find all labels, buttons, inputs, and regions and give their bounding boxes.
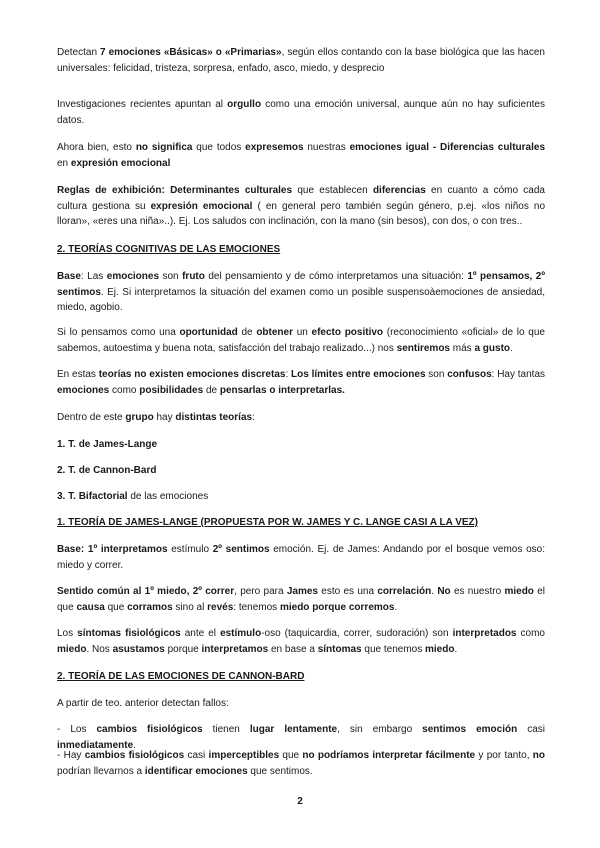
- text-run: el que: [57, 586, 546, 613]
- text-run: más: [450, 342, 475, 354]
- text-run: -oso (taquicardia, correr, sudoración) son: [261, 628, 453, 639]
- text-run: Detectan: [57, 47, 101, 58]
- bold-text: a gusto: [474, 342, 511, 354]
- bold-text: de James-Lange: [78, 439, 158, 450]
- text-run: (reconocimiento «oficial» de lo que sabemos, autoestima y buena nota, satisfacción del trabajo realizado...) nos: [57, 327, 545, 354]
- text-run: sino al: [172, 601, 208, 613]
- bold-text: cambios fisiológicos: [96, 724, 203, 735]
- bold-text: Reglas de exhibición: Determinantes culturales: [57, 185, 293, 196]
- text-run: que: [279, 750, 303, 761]
- text-run: Ahora bien, esto: [57, 142, 136, 153]
- text-run: nuestras: [303, 142, 350, 153]
- text-run: : Hay tantas: [491, 369, 546, 380]
- bold-text: asustamos: [112, 643, 165, 655]
- bold-text: imperceptibles: [208, 750, 280, 761]
- text-run: un: [293, 327, 312, 338]
- bold-text: posibilidades: [139, 384, 204, 396]
- text-run: .: [431, 586, 438, 597]
- bold-text: miedo: [424, 643, 455, 655]
- paragraph: [57, 489, 545, 505]
- bold-text: 1. T.: [57, 439, 79, 450]
- bold-text: corramos: [127, 601, 173, 613]
- text-run: ante el: [180, 628, 221, 639]
- bold-text: Los límites entre emociones: [291, 369, 426, 380]
- bold-text: fruto: [182, 271, 205, 282]
- bold-text: emociones igual - Diferencias culturales: [349, 142, 546, 153]
- text-run: podrían llevarnos a: [57, 765, 145, 777]
- text-run: .: [133, 739, 136, 751]
- text-run: del pensamiento y de cómo interpretamos una situación:: [204, 271, 468, 282]
- text-run: .: [510, 342, 513, 354]
- text-run: en cuanto a cómo cada cultura gestiona su: [57, 185, 545, 212]
- bold-text: no podríamos interpretar fácilmente: [302, 750, 476, 761]
- text-run: estímulo: [167, 544, 213, 555]
- text-run: .: [454, 643, 458, 655]
- paragraph: [57, 325, 545, 356]
- bold-text: 2. T.: [57, 465, 79, 476]
- bold-text: confusos: [447, 369, 492, 380]
- bold-text: no: [532, 750, 546, 761]
- bold-text: efecto positivo: [311, 327, 384, 338]
- bold-text: Bifactorial: [78, 491, 128, 502]
- text-run: esto es una: [317, 586, 378, 597]
- bold-text: obtener: [256, 327, 293, 338]
- bold-text: miedo: [57, 643, 87, 655]
- bold-text: oportunidad: [179, 327, 238, 338]
- text-run: casi: [184, 750, 209, 761]
- text-run: son: [425, 369, 448, 380]
- text-run: 2. TEORÍAS COGNITIVAS DE LAS EMOCIONES: [57, 244, 281, 255]
- text-run: que: [104, 601, 128, 613]
- bold-text: 1º pensamos, 2º sentimos: [57, 271, 545, 298]
- bold-text: interpretamos: [201, 643, 269, 655]
- text-run: que todos: [192, 142, 246, 153]
- text-run: en: [57, 157, 71, 169]
- text-run: como: [109, 384, 140, 396]
- section-heading: [57, 669, 545, 685]
- text-run: : Las: [80, 271, 107, 282]
- paragraph: [57, 269, 545, 316]
- bold-text: 2º sentimos: [212, 544, 270, 555]
- bold-text: Base: 1º interpretamos: [57, 544, 168, 555]
- text-run: , pero para: [234, 586, 287, 597]
- bold-text: lugar lentamente: [249, 724, 338, 735]
- text-run: : tenemos: [233, 601, 280, 613]
- text-run: de: [203, 384, 220, 396]
- text-run: , sin embargo: [337, 724, 423, 735]
- text-run: de: [237, 327, 257, 338]
- text-run: como una emoción universal, aunque aún no hay suficientes datos.: [57, 99, 545, 126]
- bold-text: miedo: [504, 586, 534, 597]
- bold-text: diferencias: [372, 185, 426, 196]
- bold-text: correlación: [377, 586, 432, 597]
- text-run: que sentimos.: [247, 765, 313, 777]
- bold-text: causa: [76, 601, 105, 613]
- bold-text: miedo porque corremos: [279, 601, 395, 613]
- text-run: en base a: [268, 643, 318, 655]
- bold-text: Base: [57, 271, 81, 282]
- bold-text: de Cannon-Bard: [78, 465, 157, 476]
- bold-text: estímulo: [220, 628, 262, 639]
- text-run: 2. TEORÍA DE LAS EMOCIONES DE CANNON-BARD: [57, 671, 305, 682]
- bold-text: revés: [207, 601, 234, 613]
- text-run: de las emociones: [127, 491, 209, 502]
- text-run: como: [516, 628, 545, 639]
- bold-text: interpretados: [452, 628, 517, 639]
- text-run: porque: [164, 643, 202, 655]
- text-run: En estas: [57, 369, 99, 380]
- bold-text: No: [437, 586, 451, 597]
- text-run: - Los: [57, 724, 97, 735]
- bold-text: emociones: [106, 271, 160, 282]
- paragraph: [57, 748, 545, 779]
- bold-text: emociones: [57, 384, 110, 396]
- bold-text: sentimos emoción: [422, 724, 518, 735]
- text-run: que tenemos: [361, 643, 425, 655]
- bold-text: pensarlas o interpretarlas.: [219, 384, 345, 396]
- text-run: - Hay: [57, 750, 85, 761]
- bold-text: síntomas: [317, 643, 362, 655]
- bold-text: grupo: [125, 412, 154, 423]
- text-run: A partir de teo. anterior detectan fallos:: [57, 698, 229, 709]
- text-run: :: [252, 412, 255, 423]
- bold-text: expresión emocional: [150, 200, 253, 212]
- bold-text: orgullo: [227, 99, 262, 110]
- bold-text: 3. T.: [57, 491, 79, 502]
- text-run: .: [394, 601, 398, 613]
- paragraph: [57, 140, 545, 171]
- text-run: hay: [153, 412, 176, 423]
- section-heading: [57, 515, 545, 531]
- text-run: , según ellos contando con la base biológica que las hacen universales: felicidad, tristeza, sorpresa, enfado, asco, miedo, y desprecio: [57, 47, 545, 74]
- text-run: Los: [57, 628, 78, 639]
- bold-text: Sentido común al 1º miedo, 2º correr: [57, 586, 235, 597]
- bold-text: James: [286, 586, 318, 597]
- text-run: y por tanto,: [475, 750, 533, 761]
- bold-text: distintas teorías: [175, 412, 253, 423]
- bold-text: teorías no existen emociones discretas: [98, 369, 286, 380]
- bold-text: inmediatamente: [57, 739, 134, 751]
- paragraph: [57, 696, 545, 712]
- text-run: Investigaciones recientes apuntan al: [57, 99, 228, 110]
- bold-text: 7 emociones «Básicas» o «Primarias»: [100, 47, 282, 58]
- paragraph: [57, 183, 545, 230]
- text-run: tienen: [202, 724, 250, 735]
- bold-text: cambios fisiológicos: [84, 750, 185, 761]
- text-run: Si lo pensamos como una: [57, 327, 180, 338]
- paragraph: [57, 626, 545, 657]
- text-run: emoción. Ej. de James: Andando por el bosque vemos oso: miedo y correr.: [57, 544, 545, 571]
- bold-text: expresión emocional: [70, 157, 171, 169]
- bold-text: sentiremos: [396, 342, 450, 354]
- paragraph: [57, 45, 545, 76]
- text-run: 1. TEORÍA DE JAMES-LANGE (PROPUESTA POR W. JAMES Y C. LANGE CASI A LA VEZ): [57, 517, 478, 528]
- page-number: 2: [297, 796, 303, 807]
- text-run: casi: [517, 724, 545, 735]
- text-run: que establecen: [292, 185, 373, 196]
- paragraph: [57, 97, 545, 128]
- bold-text: expresemos: [245, 142, 304, 153]
- text-run: son: [159, 271, 183, 282]
- text-run: . Ej. Si interpretamos la situación del examen como un posible suspensoàemociones de ansiedad, miedo, agobio.: [57, 286, 545, 313]
- text-run: Dentro de este: [57, 412, 126, 423]
- section-heading: [57, 242, 545, 258]
- paragraph: [57, 437, 545, 453]
- paragraph: [57, 367, 545, 398]
- paragraph: [57, 410, 545, 426]
- text-run: ( en general pero también según género, p.ej. «los niños no lloran», «eres una niña»..). Ej. Los saludos con inclinación, con la mano (sin besos), con dos, o con tres..: [57, 200, 546, 227]
- bold-text: síntomas fisiológicos: [77, 628, 181, 639]
- bold-text: no significa: [135, 142, 193, 153]
- text-run: es nuestro: [450, 586, 505, 597]
- paragraph: [57, 463, 545, 479]
- paragraph: [57, 584, 545, 615]
- paragraph: [57, 542, 545, 573]
- bold-text: identificar emociones: [144, 765, 248, 777]
- text-run: . Nos: [86, 643, 113, 655]
- text-run: :: [285, 369, 292, 380]
